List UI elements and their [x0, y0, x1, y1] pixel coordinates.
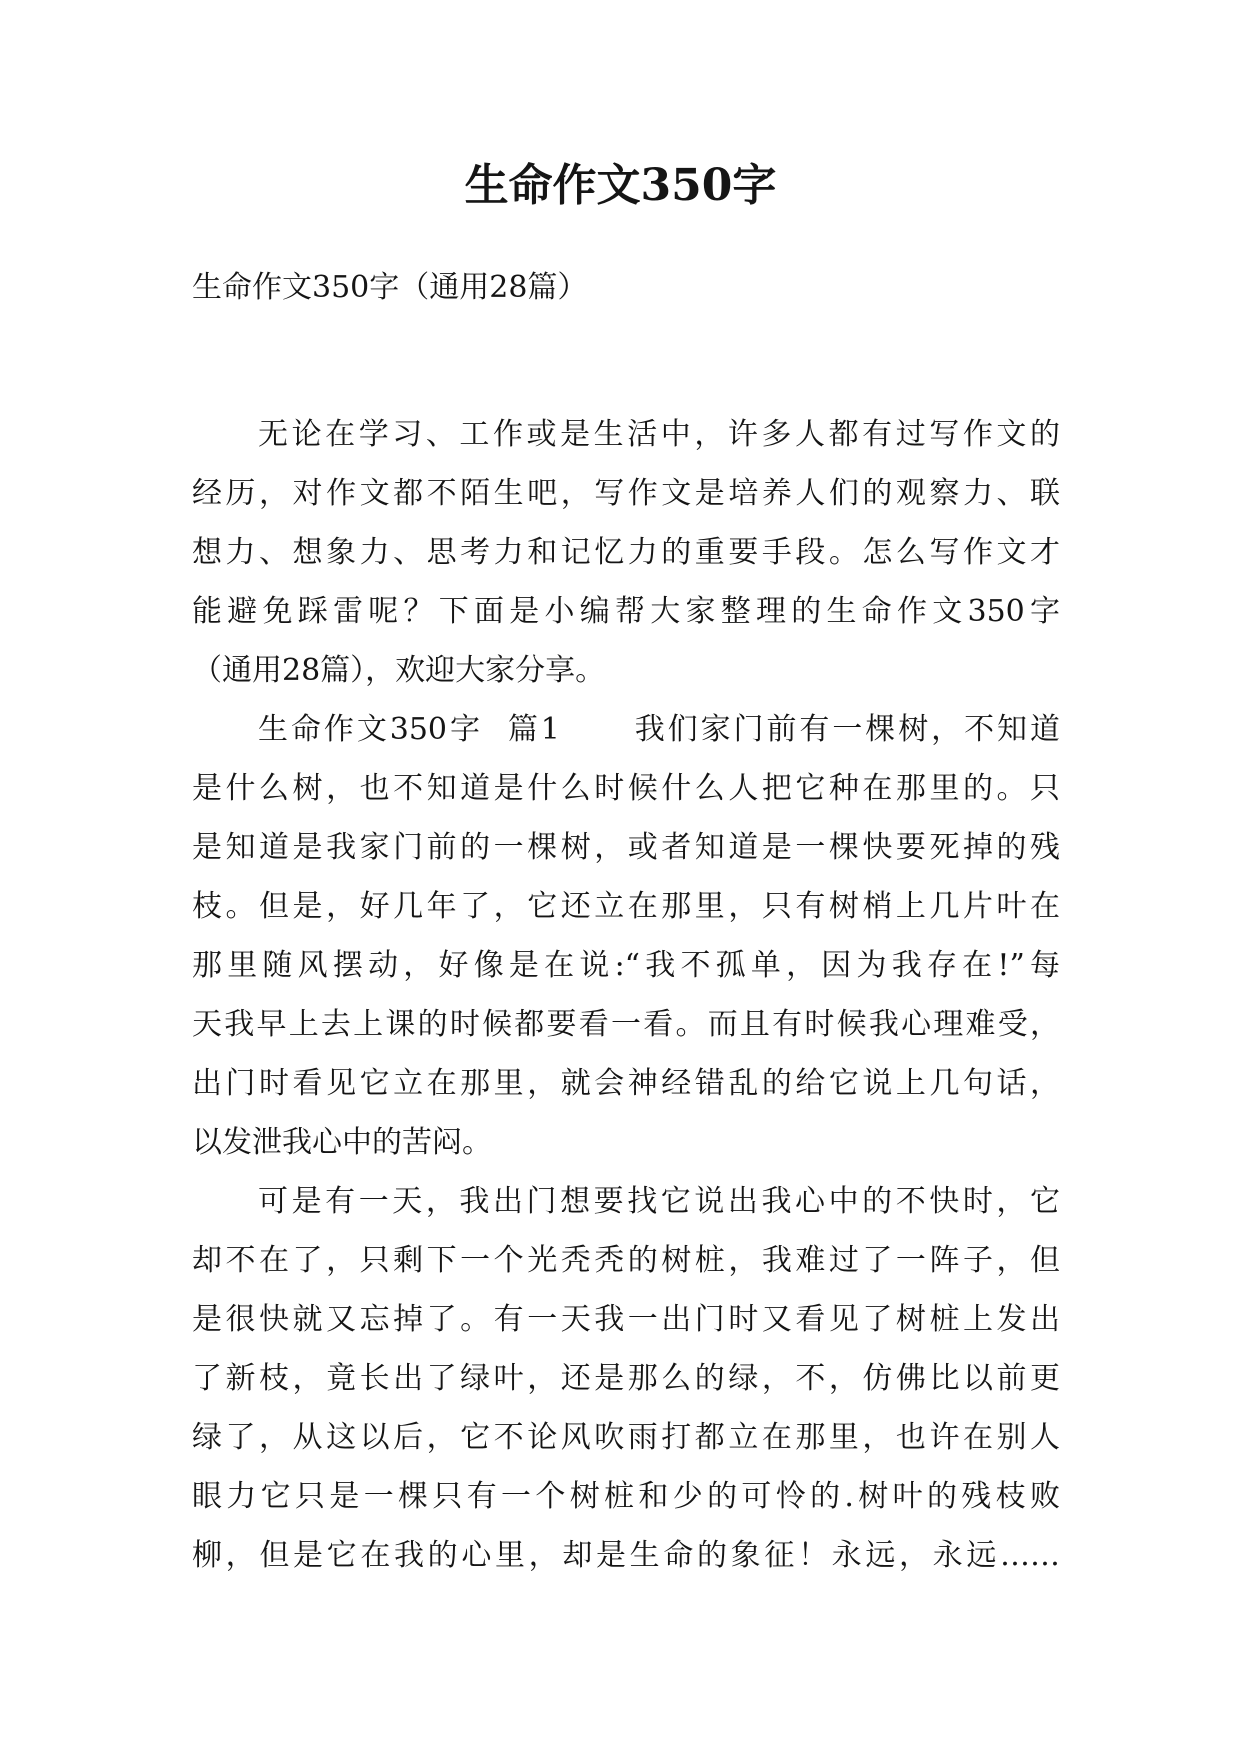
- paragraph-line: 那里随风摆动，好像是在说:“我不孤单，因为我存在!”每: [192, 948, 1060, 983]
- paragraph-line: 可是有一天，我出门想要找它说出我心中的不快时，它: [258, 1184, 1060, 1219]
- document-title: 生命作文350字: [464, 160, 777, 211]
- document-subtitle: 生命作文350字（通用28篇）: [192, 270, 588, 305]
- paragraph-line: 能避免踩雷呢？下面是小编帮大家整理的生命作文350字: [192, 594, 1060, 629]
- paragraph-line: （通用28篇），欢迎大家分享。: [192, 653, 606, 688]
- paragraph-line: 柳，但是它在我的心里，却是生命的象征！永远，永远……: [192, 1538, 1060, 1573]
- document-body: [192, 405, 1060, 1585]
- paragraph-line: 是知道是我家门前的一棵树，或者知道是一棵快要死掉的残: [192, 830, 1060, 865]
- paragraph-line: 眼力它只是一棵只有一个树桩和少的可怜的.树叶的残枝败: [192, 1479, 1060, 1514]
- paragraph-line: 了新枝，竟长出了绿叶，还是那么的绿，不，仿佛比以前更: [192, 1361, 1060, 1396]
- paragraph-line: 天我早上去上课的时候都要看一看。而且有时候我心理难受，: [192, 1007, 1060, 1042]
- paragraph-line: 枝。但是，好几年了，它还立在那里，只有树梢上几片叶在: [192, 889, 1060, 924]
- paragraph-essay-1: [192, 700, 1060, 1172]
- paragraph-line: 却不在了，只剩下一个光秃秃的树桩，我难过了一阵子，但: [192, 1243, 1060, 1278]
- paragraph-line: 是很快就又忘掉了。有一天我一出门时又看见了树桩上发出: [192, 1302, 1060, 1337]
- paragraph-line: 出门时看见它立在那里，就会神经错乱的给它说上几句话，: [192, 1066, 1060, 1101]
- paragraph-essay-1-continued: [192, 1172, 1060, 1585]
- paragraph-line: 生命作文350字 篇1 我们家门前有一棵树，不知道: [258, 712, 1060, 747]
- paragraph-line: 绿了，从这以后，它不论风吹雨打都立在那里，也许在别人: [192, 1420, 1060, 1455]
- paragraph-line: 无论在学习、工作或是生活中，许多人都有过写作文的: [258, 417, 1060, 452]
- paragraph-line: 是什么树，也不知道是什么时候什么人把它种在那里的。只: [192, 771, 1060, 806]
- paragraph-intro: [192, 405, 1060, 700]
- paragraph-line: 想力、想象力、思考力和记忆力的重要手段。怎么写作文才: [192, 535, 1060, 570]
- paragraph-line: 以发泄我心中的苦闷。: [192, 1125, 492, 1160]
- paragraph-line: 经历，对作文都不陌生吧，写作文是培养人们的观察力、联: [192, 476, 1060, 511]
